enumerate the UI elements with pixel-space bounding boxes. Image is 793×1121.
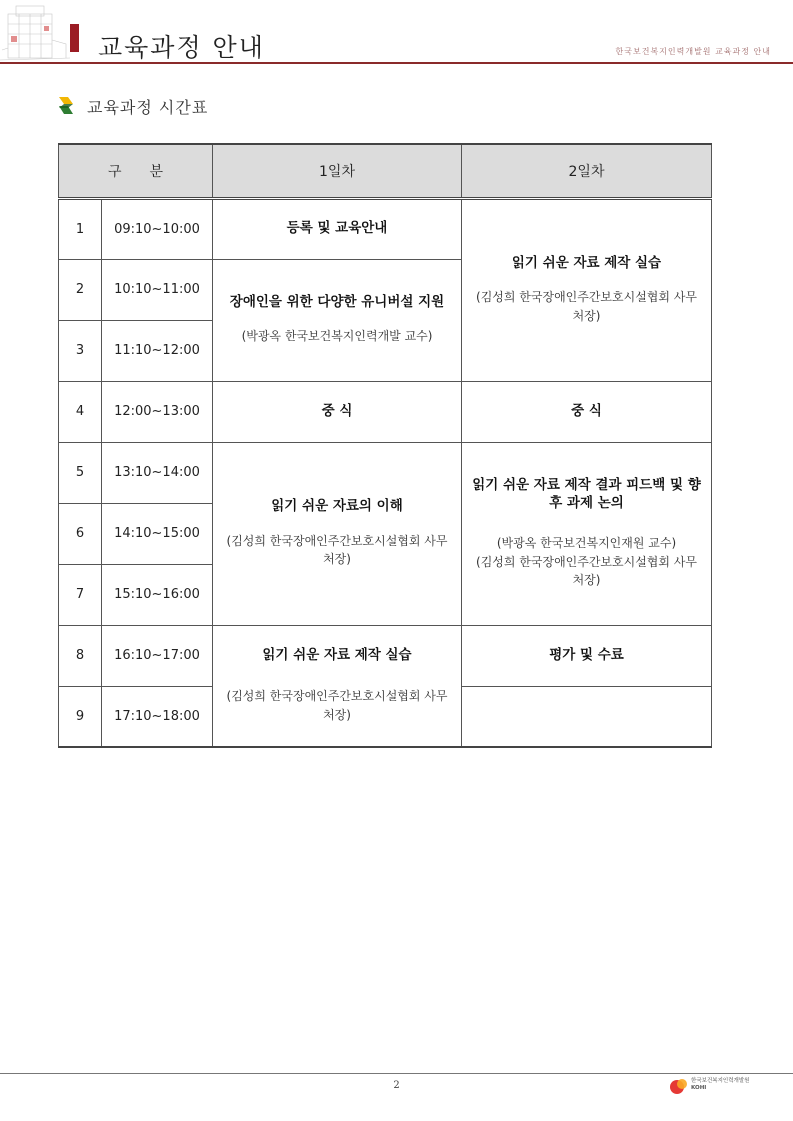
period-time: 16:10~17:00 — [102, 625, 213, 686]
session-instructor: (김성희 한국장애인주간보호시설협회 사무처장) — [476, 554, 697, 588]
page-number: 2 — [393, 1080, 400, 1091]
day1-session-a — [213, 259, 462, 381]
session-instructor: (김성희 한국장애인주간보호시설협회 사무처장) — [476, 290, 697, 323]
day1-lunch — [213, 381, 462, 442]
period-number: 7 — [59, 564, 102, 625]
table-header-row — [59, 144, 712, 198]
period-time: 17:10~18:00 — [102, 686, 213, 747]
day2-session-b — [462, 442, 712, 625]
day2-session-a — [462, 198, 712, 381]
schedule-table — [58, 143, 712, 748]
session-title: 평가 및 수료 — [549, 646, 624, 663]
header-running-title: 한국보건복지인력개발원 교육과정 안내 — [615, 47, 771, 56]
table-row — [59, 198, 712, 259]
day2-empty-cell — [462, 686, 712, 747]
table-row — [59, 381, 712, 442]
session-title: 등록 및 교육안내 — [286, 220, 388, 237]
session-title: 장애인을 위한 다양한 유니버설 지원 — [229, 293, 445, 310]
period-time: 10:10~11:00 — [102, 259, 213, 320]
kohi-logo-icon — [669, 1076, 689, 1096]
lunch-label: 중 식 — [571, 402, 602, 419]
day2-lunch — [462, 381, 712, 442]
session-title: 읽기 쉬운 자료 제작 결과 피드백 및 향후 과제 논의 — [472, 477, 701, 511]
session-instructor: (박광옥 한국보건복지인재원 교수) — [496, 536, 677, 551]
footer-logo-text: 한국보건복지인력개발원 — [691, 1078, 750, 1084]
header-divider — [0, 62, 793, 64]
period-time: 12:00~13:00 — [102, 381, 213, 442]
footer-divider — [0, 1073, 793, 1074]
day2-closing — [462, 625, 712, 686]
stacked-chevrons-icon — [57, 94, 79, 116]
period-time: 09:10~10:00 — [102, 198, 213, 259]
chapter-marker — [70, 24, 79, 52]
table-row — [59, 442, 712, 503]
period-number: 4 — [59, 381, 102, 442]
period-number: 6 — [59, 503, 102, 564]
page-header — [0, 0, 793, 66]
header-day1: 1일차 — [213, 144, 462, 198]
period-number: 3 — [59, 320, 102, 381]
period-number: 8 — [59, 625, 102, 686]
session-title: 읽기 쉬운 자료 제작 실습 — [511, 254, 662, 271]
session-instructor: (김성희 한국장애인주간보호시설협회 사무처장) — [226, 688, 448, 722]
day1-registration — [213, 198, 462, 259]
day1-session-b — [213, 442, 462, 625]
building-sketch-icon — [0, 0, 70, 64]
session-instructor: (박광옥 한국보건복지인력개발 교수) — [241, 329, 433, 344]
period-time: 15:10~16:00 — [102, 564, 213, 625]
header-category: 구 분 — [59, 144, 213, 198]
period-time: 13:10~14:00 — [102, 442, 213, 503]
footer-logo — [669, 1076, 769, 1096]
period-time: 11:10~12:00 — [102, 320, 213, 381]
period-number: 1 — [59, 198, 102, 259]
session-title: 읽기 쉬운 자료 제작 실습 — [262, 647, 412, 664]
period-time: 14:10~15:00 — [102, 503, 213, 564]
period-number: 5 — [59, 442, 102, 503]
period-number: 9 — [59, 686, 102, 747]
period-number: 2 — [59, 259, 102, 320]
table-row — [59, 625, 712, 686]
footer-logo-sub: KOHI — [691, 1085, 707, 1091]
session-instructor: (김성희 한국장애인주간보호시설협회 사무처장) — [226, 533, 448, 567]
section-title: 교육과정 시간표 — [87, 98, 209, 117]
chapter-title: 교육과정 안내 — [98, 33, 265, 62]
session-title: 읽기 쉬운 자료의 이해 — [271, 498, 403, 515]
lunch-label: 중 식 — [321, 402, 353, 419]
header-day2: 2일차 — [462, 144, 712, 198]
day1-session-c — [213, 625, 462, 747]
